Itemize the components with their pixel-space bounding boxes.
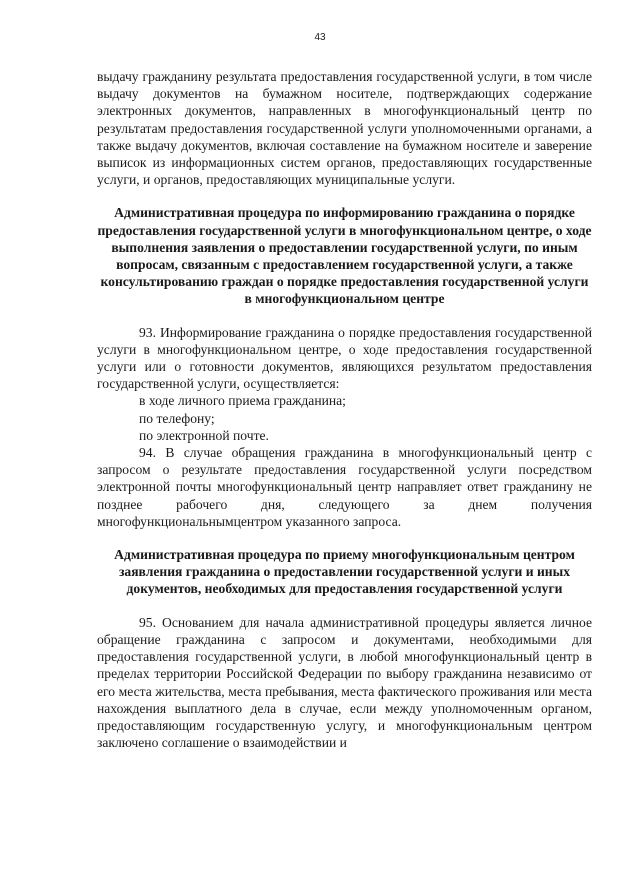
paragraph-95: 95. Основанием для начала административной процедуры является личное обращение гражданина с запросом и документами, необходимыми для предоставления государственной услуги, в любой многофункциональный центр в пределах территории Российской Федерации по выбору гражданина независимо от его места жительства, места пребывания, места фактического проживания или места нахождения выплатного дела в случае, если между уполномоченным органом, предоставляющим государственную услугу, и многофункциональным центром заключено соглашение о взаимодействии и xyxy=(97,614,592,751)
paragraph-94: 94. В случае обращения гражданина в многофункциональный центр с запросом о результате предоставления государственной услуги посредством электронной почты многофункциональный центр направляет ответ гражданину не позднее рабочего дня, следующего за днем получения многофункциональнымцентром указанного запроса. xyxy=(97,445,592,529)
section-heading-informing: Административная процедура по информированию гражданина о порядке предоставления государственной услуги в многофункциональном центре, о ходе выполнения заявления о предоставлении государственной услуги, по иным вопросам, связанным с предоставлением государственной услуги, а также консультированию граждан о порядке предоставления государственной услуги в многофункциональном центре xyxy=(97,205,592,307)
list-item: по электронной почте. xyxy=(139,427,269,443)
intro-paragraph: выдачу гражданину результата предоставления государственной услуги, в том числе выдачу документов на бумажном носителе, подтверждающих содержание электронных документов, направленных в многофункциональный центр по результатам предоставления государственной услуги уполномоченными органами, а также выдачу документов, включая составление на бумажном носителе и заверение выписок из информационных систем органов, предоставляющих государственные услуги, и органов, предоставляющих муниципальные услуги. xyxy=(97,69,592,188)
page-number: 43 xyxy=(314,32,326,43)
section-heading-reception: Административная процедура по приему многофункциональным центром заявления гражданина о предоставлении государственной услуги и иных документов, необходимых для предоставления государственной услуги xyxy=(114,547,575,597)
list-item: в ходе личного приема гражданина; xyxy=(139,393,346,409)
paragraph-93: 93. Информирование гражданина о порядке предоставления государственной услуги в многофункциональном центре, о ходе предоставления государственной услуги или о готовности документов, являющихся результатом предоставления государственной услуги, осуществляется: xyxy=(97,324,592,392)
list-item: по телефону; xyxy=(139,410,215,426)
document-body xyxy=(97,68,592,751)
